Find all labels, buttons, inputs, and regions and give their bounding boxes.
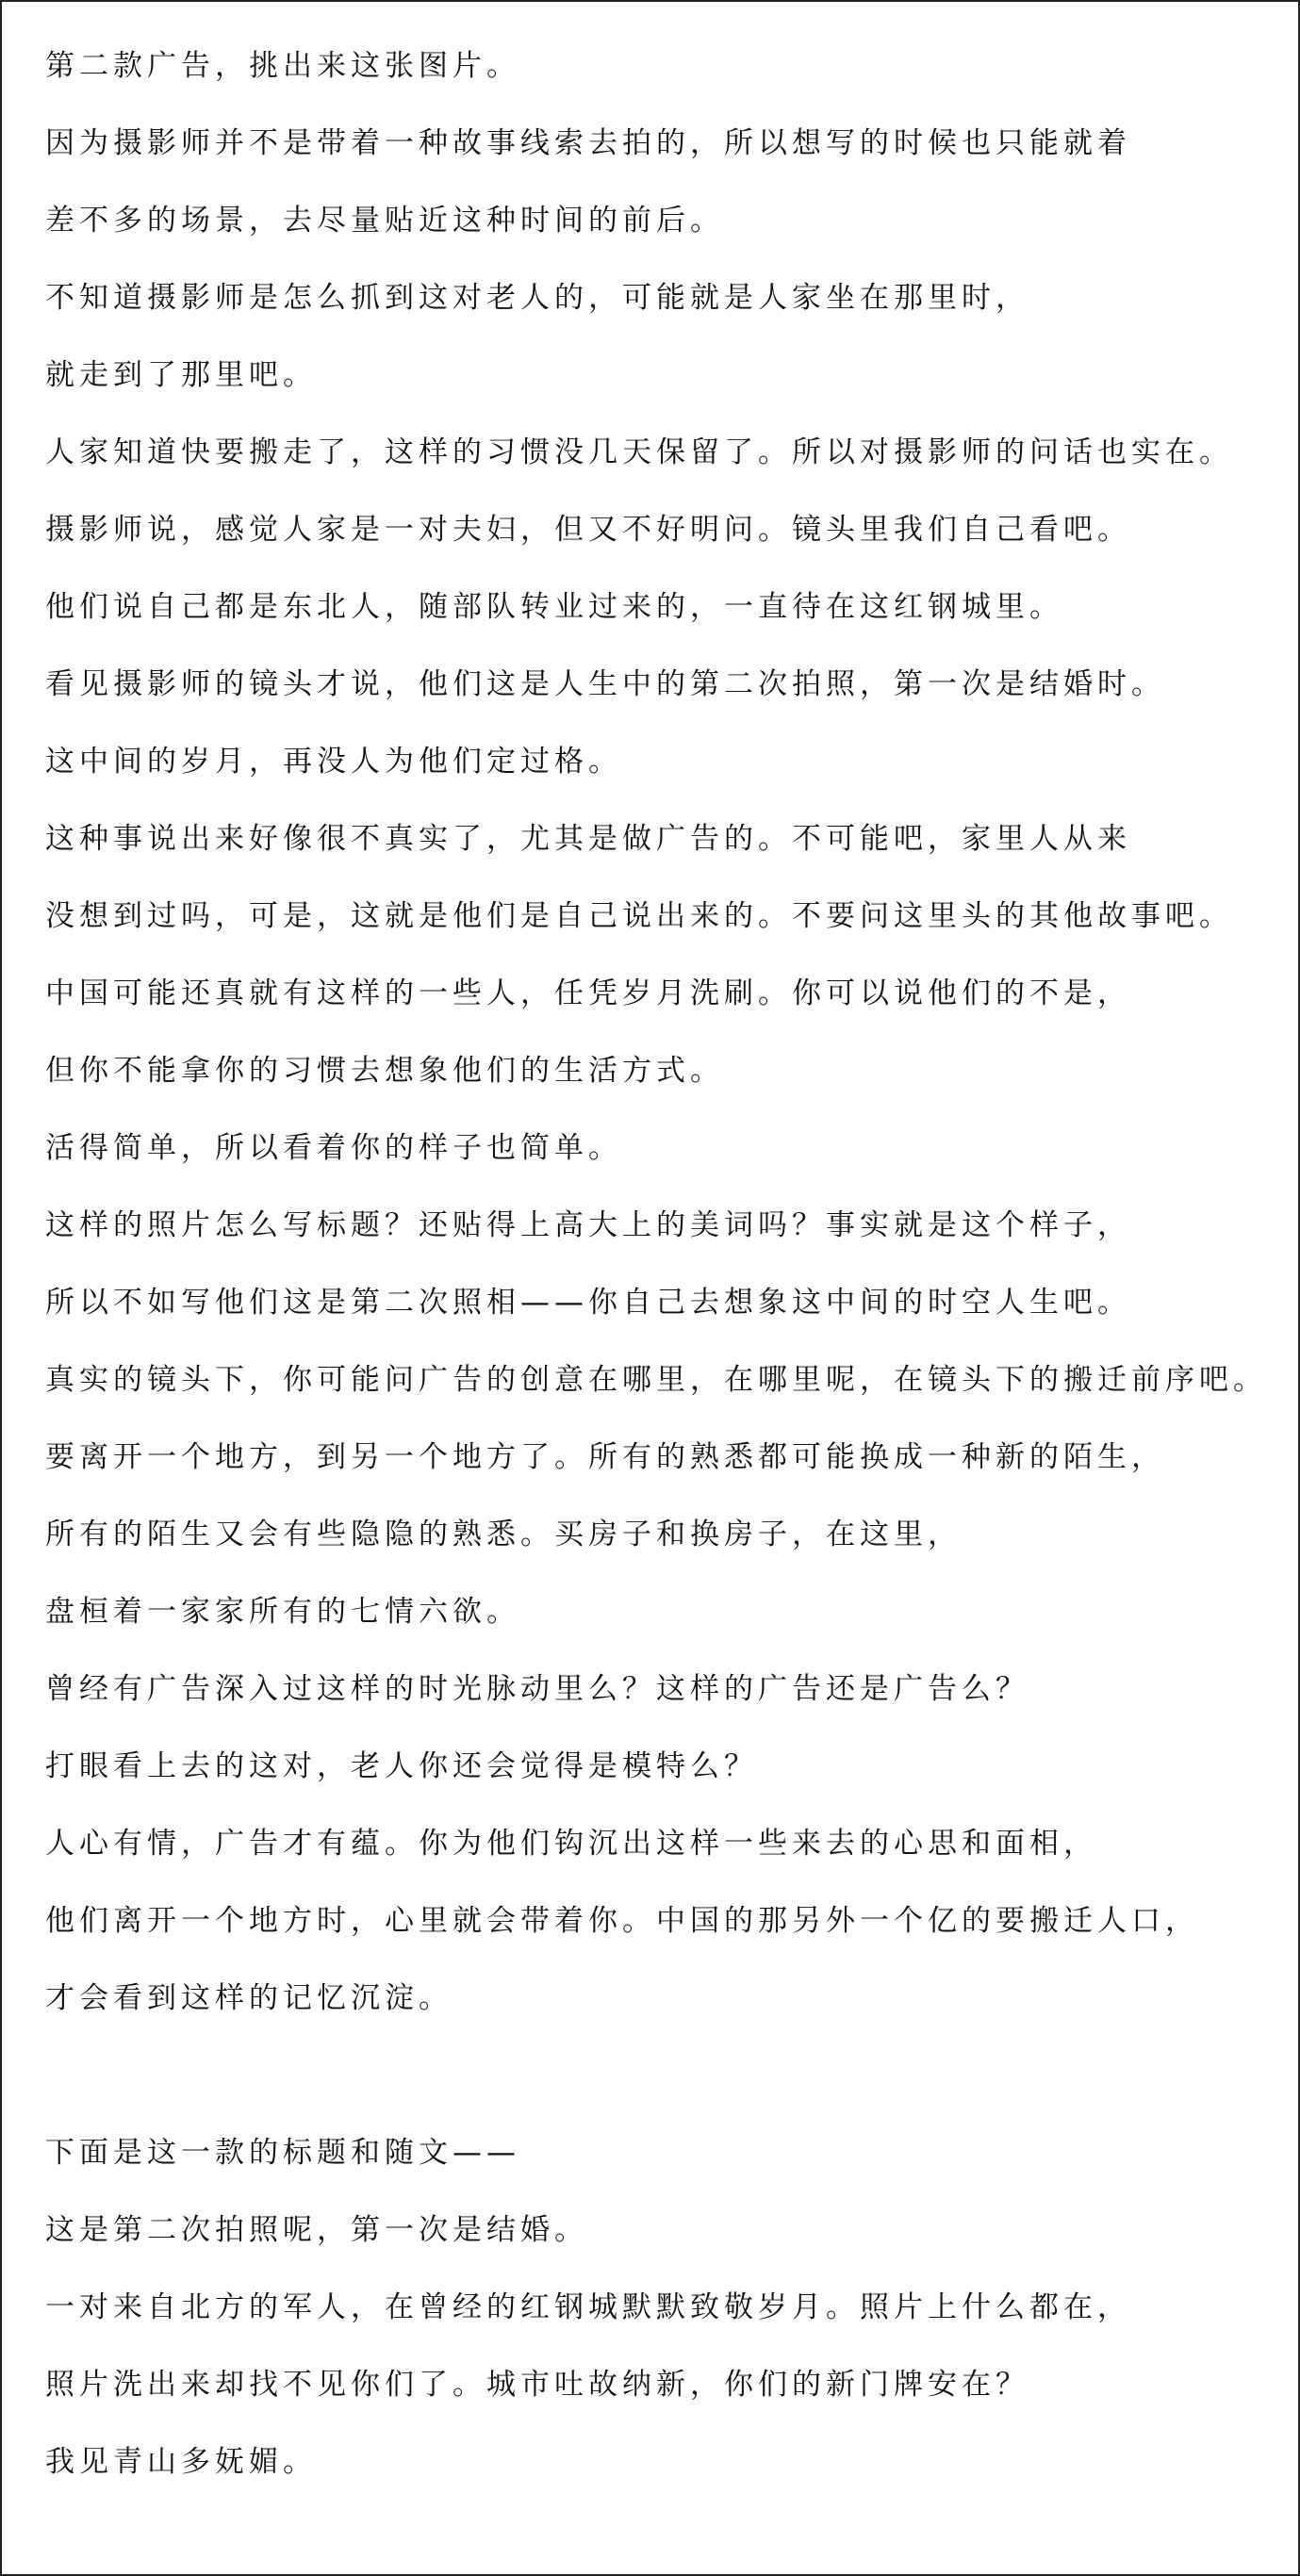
text-line: 曾经有广告深入过这样的时光脉动里么？这样的广告还是广告么？ <box>45 1672 1029 1706</box>
text-line: 打眼看上去的这对，老人你还会觉得是模特么？ <box>45 1749 758 1783</box>
text-line: 我见青山多妩媚。 <box>45 2445 317 2479</box>
text-line: 人心有情，广告才有蕴。你为他们钩沉出这样一些来去的心思和面相， <box>45 1827 1097 1861</box>
text-line: 第二款广告，挑出来这张图片。 <box>45 49 520 83</box>
text-line: 照片洗出来却找不见你们了。城市吐故纳新，你们的新门牌安在？ <box>45 2368 1029 2402</box>
text-line: 他们离开一个地方时，心里就会带着你。中国的那另外一个亿的要搬迁人口， <box>45 1904 1199 1938</box>
text-line: 因为摄影师并不是带着一种故事线索去拍的，所以想写的时候也只能就着 <box>45 126 1131 160</box>
text-line: 摄影师说，感觉人家是一对夫妇，但又不好明问。镜头里我们自己看吧。 <box>45 513 1131 547</box>
text-line: 才会看到这样的记忆沉淀。 <box>45 1981 453 2015</box>
text-line: 所有的陌生又会有些隐隐的熟悉。买房子和换房子，在这里， <box>45 1518 962 1551</box>
text-line: 这种事说出来好像很不真实了，尤其是做广告的。不可能吧，家里人从来 <box>45 822 1131 856</box>
text-line: 看见摄影师的镜头才说，他们这是人生中的第二次拍照，第一次是结婚时。 <box>45 667 1165 701</box>
text-line: 这中间的岁月，再没人为他们定过格。 <box>45 745 622 779</box>
text-line: 所以不如写他们这是第二次照相——你自己去想象这中间的时空人生吧。 <box>45 1286 1131 1320</box>
text-line: 他们说自己都是东北人，随部队转业过来的，一直待在这红钢城里。 <box>45 590 1063 624</box>
text-line: 人家知道快要搬走了，这样的习惯没几天保留了。所以对摄影师的问话也实在。 <box>45 435 1233 469</box>
text-line: 一对来自北方的军人，在曾经的红钢城默默致敬岁月。照片上什么都在， <box>45 2290 1131 2324</box>
text-line: 但你不能拿你的习惯去想象他们的生活方式。 <box>45 1054 724 1088</box>
text-line: 不知道摄影师是怎么抓到这对老人的，可能就是人家坐在那里时， <box>45 281 1029 315</box>
text-line: 下面是这一款的标题和随文—— <box>45 2136 520 2170</box>
paragraph-gap <box>45 2057 1294 2134</box>
text-line: 盘桓着一家家所有的七情六欲。 <box>45 1595 520 1629</box>
text-line: 差不多的场景，去尽量贴近这种时间的前后。 <box>45 204 724 238</box>
text-line: 真实的镜头下，你可能问广告的创意在哪里，在哪里呢，在镜头下的搬迁前序吧。 <box>45 1363 1267 1397</box>
article-body <box>45 47 1294 2520</box>
text-line: 要离开一个地方，到另一个地方了。所有的熟悉都可能换成一种新的陌生， <box>45 1440 1165 1474</box>
text-line: 活得简单，所以看着你的样子也简单。 <box>45 1131 622 1165</box>
text-line: 没想到过吗，可是，这就是他们是自己说出来的。不要问这里头的其他故事吧。 <box>45 899 1233 933</box>
text-line: 这样的照片怎么写标题？还贴得上高大上的美词吗？事实就是这个样子， <box>45 1208 1131 1242</box>
text-line: 中国可能还真就有这样的一些人，任凭岁月洗刷。你可以说他们的不是， <box>45 976 1131 1010</box>
text-line: 就走到了那里吧。 <box>45 358 317 392</box>
text-line: 这是第二次拍照呢，第一次是结婚。 <box>45 2213 588 2247</box>
